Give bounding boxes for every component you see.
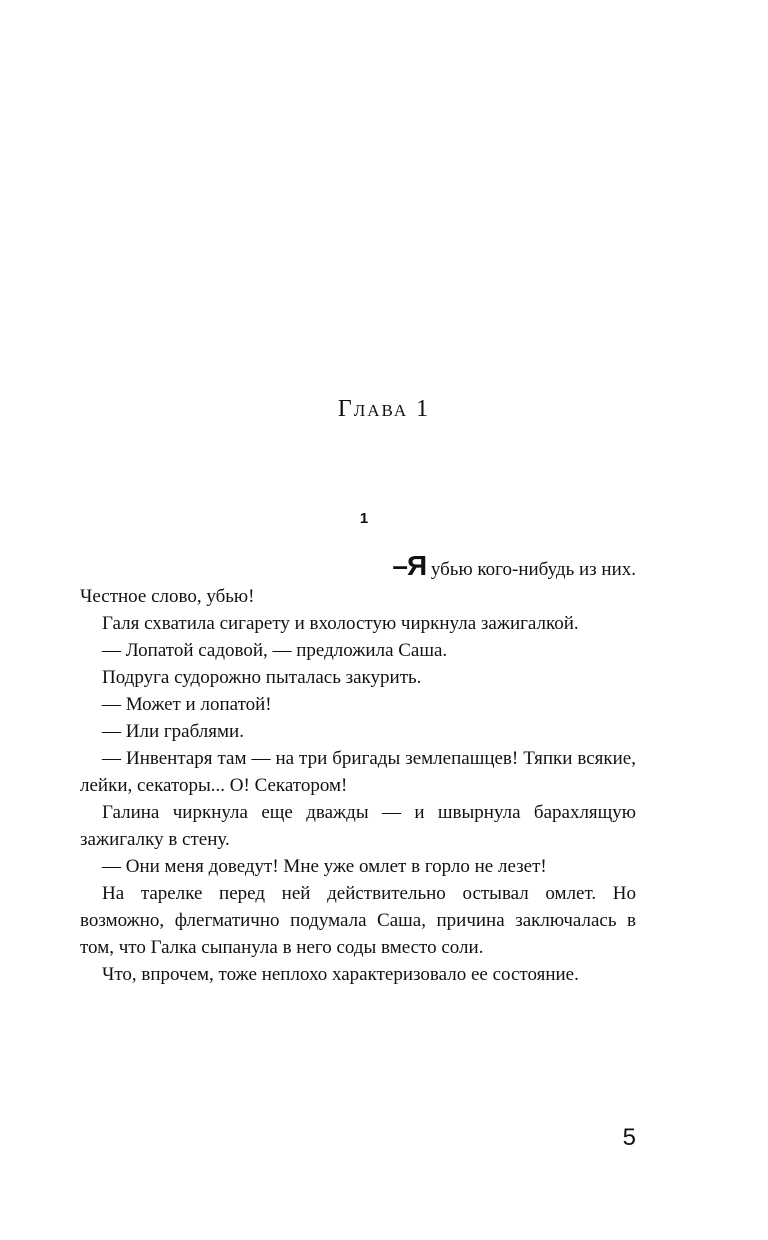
paragraph: — Может и лопатой! [102, 694, 272, 715]
paragraph: Что, впрочем, тоже неплохо характеризовало ее состояние. [102, 964, 579, 985]
opening-line [80, 552, 636, 583]
section-number: 1 [359, 510, 369, 527]
page-number: 5 [622, 1124, 636, 1151]
dropcap: –Я [392, 550, 427, 581]
paragraph: — Они меня доведут! Мне уже омлет в горло не лезет! [102, 856, 547, 877]
paragraph: Галя схватила сигарету и вхолостую чиркнула зажигалкой. [102, 613, 579, 634]
paragraph: — Лопатой садовой, — предложила Саша. [102, 640, 448, 661]
paragraph: — Или граблями. [102, 721, 244, 742]
body-text [80, 552, 636, 988]
opening-continuation: Честное слово, убью! [80, 586, 255, 607]
paragraph: — Инвентаря там — на три бригады землепашцев! Тяпки всякие, лейки, секаторы... О! Секатором! [80, 748, 636, 796]
paragraph: На тарелке перед ней действительно остывал омлет. Но возможно, флегматично подумала Саша, причина заключалась в том, что Галка сыпанула в него соды вместо соли. [80, 883, 636, 958]
chapter-title: Глава 1 [337, 396, 431, 422]
paragraph: Подруга судорожно пыталась закурить. [102, 667, 422, 688]
paragraph: Галина чиркнула еще дважды — и швырнула барахлящую зажигалку в стену. [80, 802, 636, 850]
opening-line-rest: убью кого-нибудь из них. [426, 559, 636, 580]
